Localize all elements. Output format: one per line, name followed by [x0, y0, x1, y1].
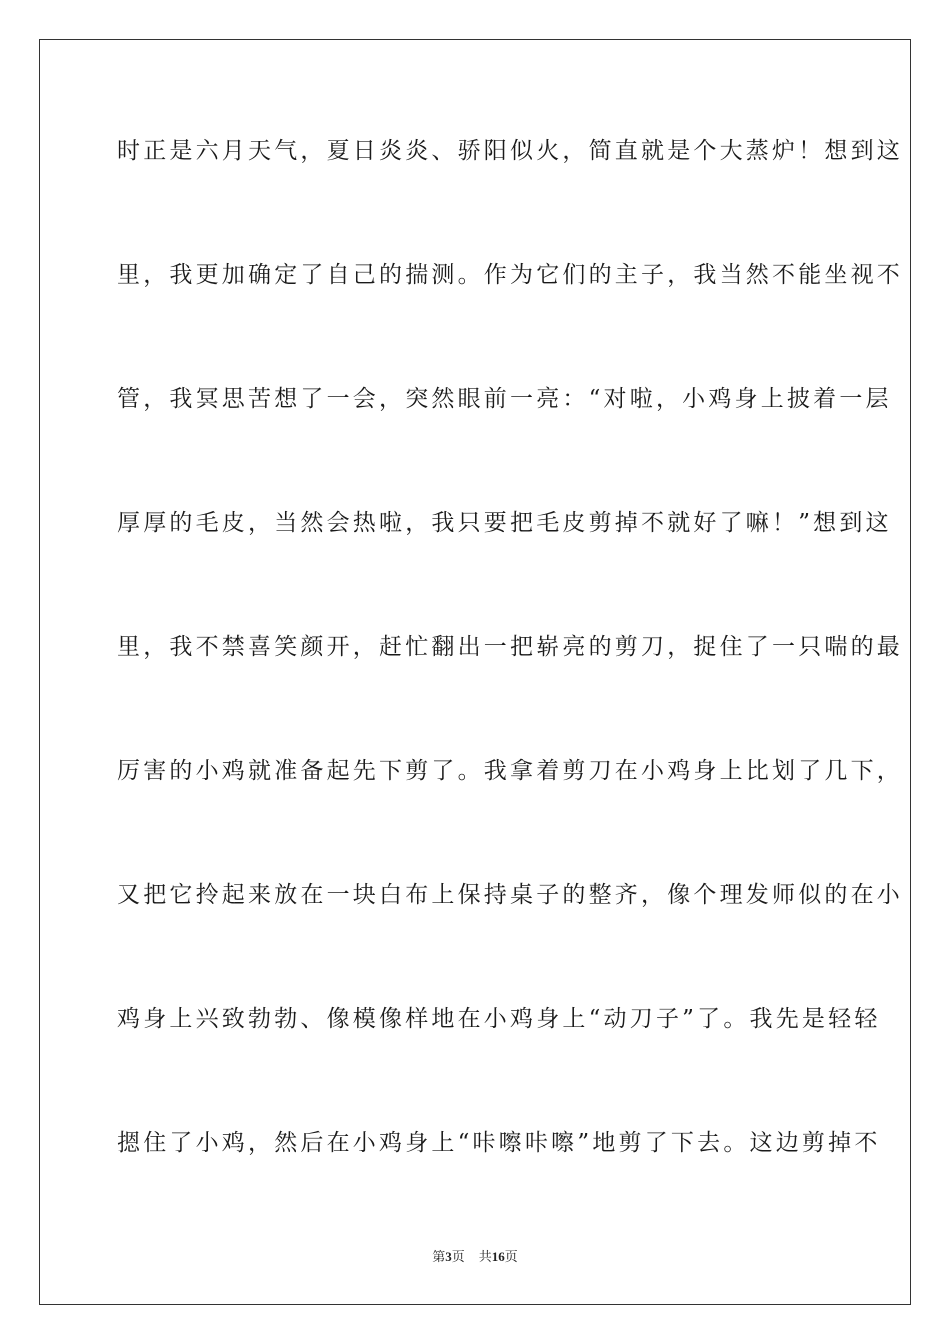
body-text [117, 126, 903, 1242]
page-suffix: 页 [451, 1250, 465, 1265]
text-line: 里，我更加确定了自己的揣测。作为它们的主子，我当然不能坐视不 [117, 262, 903, 288]
text-line: 时正是六月天气，夏日炎炎、骄阳似火，简直就是个大蒸炉！想到这 [117, 138, 903, 164]
page-number: 3 [445, 1249, 452, 1264]
text-line: 厉害的小鸡就准备起先下剪了。我拿着剪刀在小鸡身上比划了几下， [117, 758, 903, 784]
text-line: 摁住了小鸡，然后在小鸡身上“咔嚓咔嚓”地剪了下去。这边剪掉不 [117, 1130, 881, 1156]
total-prefix: 共 [478, 1250, 492, 1265]
text-line: 厚厚的毛皮，当然会热啦，我只要把毛皮剪掉不就好了嘛！”想到这 [117, 510, 892, 536]
page-footer [0, 1246, 950, 1265]
text-line: 里，我不禁喜笑颜开，赶忙翻出一把崭亮的剪刀，捉住了一只喘的最 [117, 634, 903, 660]
page-prefix: 第 [432, 1250, 446, 1265]
total-pages: 16 [491, 1249, 505, 1264]
text-line: 鸡身上兴致勃勃、像模像样地在小鸡身上“动刀子”了。我先是轻轻 [117, 1006, 881, 1032]
total-suffix: 页 [504, 1250, 518, 1265]
text-line: 管，我冥思苦想了一会，突然眼前一亮：“对啦，小鸡身上披着一层 [117, 386, 892, 412]
text-line: 又把它拎起来放在一块白布上保持桌子的整齐，像个理发师似的在小 [117, 882, 903, 908]
